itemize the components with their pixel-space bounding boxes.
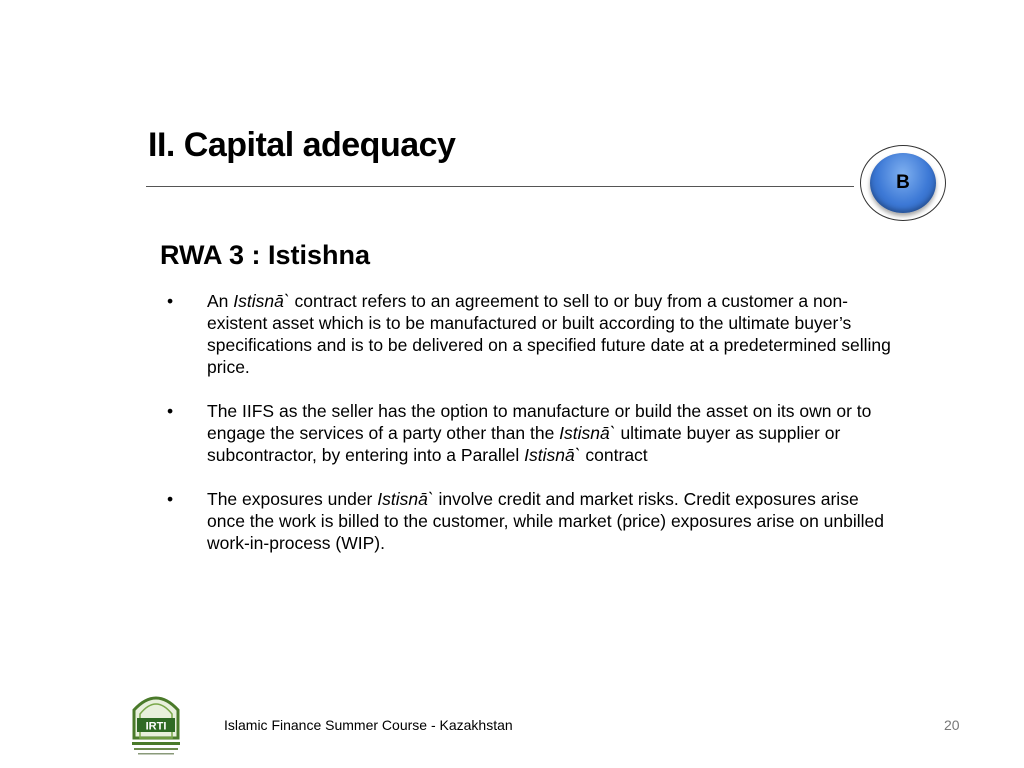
title-divider	[146, 186, 854, 187]
bullet-item	[167, 488, 897, 554]
footer-course-name: Islamic Finance Summer Course - Kazakhstan	[224, 717, 513, 733]
bullet-text: The IIFS as the seller has the option to manufacture or build the asset on its own or to engage the services of a party other than the	[207, 401, 872, 443]
bullet-text: An	[207, 291, 234, 311]
page-number: 20	[944, 717, 960, 733]
slide-subtitle: RWA 3 : Istishna	[160, 240, 371, 270]
istisna-term: Istisnā`	[233, 291, 290, 311]
logo-wordmark: IRTI	[145, 720, 167, 733]
istisna-term: Istisnā`	[524, 445, 581, 465]
irti-logo-icon	[128, 688, 184, 760]
section-badge	[860, 145, 946, 221]
slide-title: II. Capital adequacy	[148, 126, 456, 164]
bullet-list	[167, 290, 897, 576]
bullet-item	[167, 400, 897, 466]
bullet-item	[167, 290, 897, 378]
bullet-marker: •	[167, 401, 174, 421]
section-badge-label: B	[870, 153, 936, 213]
bullet-text: contract	[580, 445, 648, 465]
bullet-text: The exposures under	[207, 489, 378, 509]
bullet-text: ultimate buyer as supplier or subcontractor, by entering into a Parallel	[207, 423, 841, 465]
bullet-marker: •	[167, 489, 174, 509]
bullet-text: involve credit and market risks. Credit exposures arise once the work is billed to the customer, while market (price) exposures arise on unbilled work-in-process (WIP).	[207, 489, 884, 553]
bullet-marker: •	[167, 291, 174, 311]
istisna-term: Istisnā`	[377, 489, 434, 509]
bullet-text: contract refers to an agreement to sell to or buy from a customer a non-existent asset which is to be manufactured or built according to the ultimate buyer’s specifications and is to be delivered on a specified future date at a predetermined selling price.	[207, 291, 891, 377]
istisna-term: Istisnā`	[559, 423, 616, 443]
